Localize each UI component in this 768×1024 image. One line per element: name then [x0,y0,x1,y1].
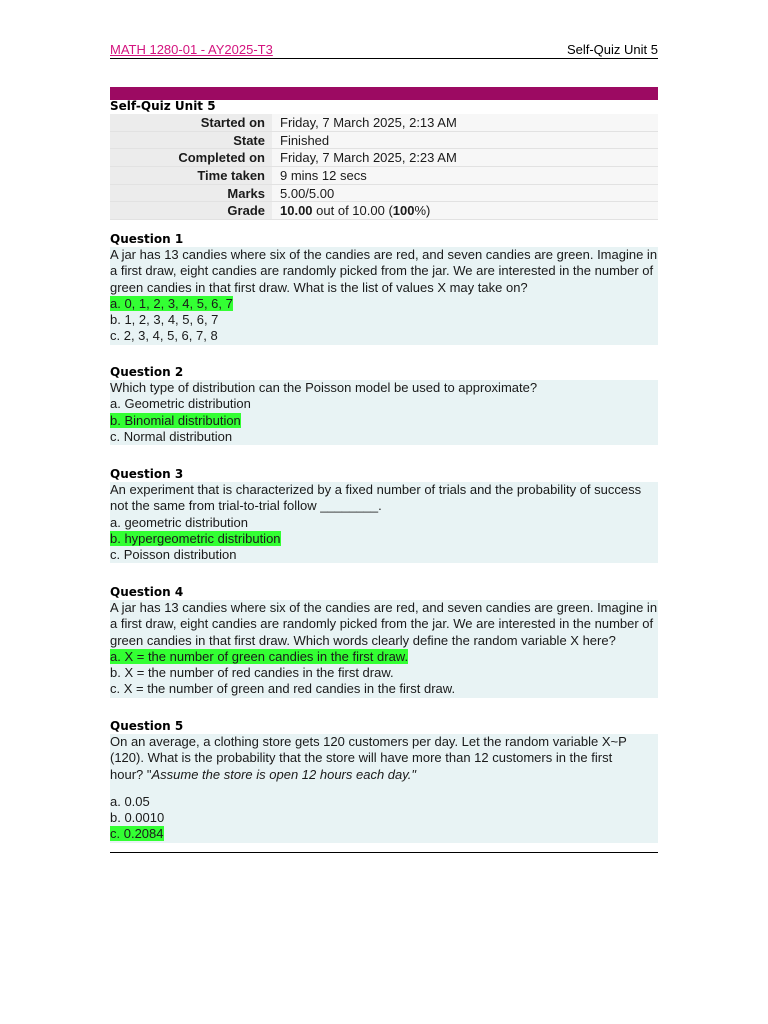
answer-option: c. Normal distribution [110,428,233,444]
question-text: Which type of distribution can the Poisson model be used to approximate? [110,380,538,395]
quiz-title: Self-Quiz Unit 5 [110,99,216,113]
answer-option: c. Poisson distribution [110,547,237,563]
question-2 [110,364,658,445]
question-4 [110,584,658,698]
page-header [110,41,658,59]
summary-row-grade [110,202,658,220]
question-body [110,600,658,698]
question-text: A jar has 13 candies where six of the candies are red, and seven candies are green. Imagine in a first draw, eight candies are randomly picked from the jar. We are interested in the number of green candies in that first draw. What is the list of values X may take on? [110,247,658,295]
question-body [110,380,658,445]
header-title: Self-Quiz Unit 5 [566,42,658,57]
question-body [110,247,658,345]
summary-value: 5.00/5.00 [272,184,658,202]
summary-row-time [110,167,658,185]
answer-option: c. X = the number of green and red candies in the first draw. [110,681,456,697]
answer-option [110,826,658,842]
selected-answer: c. 0.2084 [110,826,164,842]
answer-option: b. 1, 2, 3, 4, 5, 6, 7 [110,312,219,328]
question-heading: Question 4 [110,585,184,599]
summary-row-started [110,114,658,131]
question-text-italic: Assume the store is open 12 hours each day." [151,766,417,782]
summary-label: Marks [110,184,272,202]
bottom-divider [110,852,658,853]
summary-label: Grade [110,202,272,220]
answer-option: b. X = the number of red candies in the first draw. [110,665,394,681]
question-body [110,482,658,563]
grade-end: %) [414,203,431,219]
question-text: An experiment that is characterized by a fixed number of trials and the probability of success not the same from trial-to-trial follow ________. [110,482,642,514]
summary-value: 9 mins 12 secs [272,167,658,185]
grade-percent: 100 [392,203,415,219]
question-3 [110,466,658,563]
selected-answer: b. Binomial distribution [110,412,241,428]
question-text-line: On an average, a clothing store gets 120 customers per day. Let the random variable X~P [110,734,627,749]
answer-option: a. 0.05 [110,793,150,809]
summary-value: Finished [272,131,658,149]
question-text-start: hour? " [110,766,152,782]
summary-value: Friday, 7 March 2025, 2:23 AM [272,149,658,167]
question-heading: Question 2 [110,365,184,379]
summary-row-state [110,131,658,149]
attempt-summary-table [110,114,658,220]
answer-option [110,531,658,547]
grade-mid: out of 10.00 ( [312,203,393,219]
answer-option: a. geometric distribution [110,514,249,530]
summary-value [272,202,658,220]
answer-option [110,296,658,312]
summary-row-completed [110,149,658,167]
spacer [110,783,658,794]
answer-option: a. Geometric distribution [110,396,251,412]
summary-row-marks [110,184,658,202]
course-link[interactable]: MATH 1280-01 - AY2025-T3 [110,42,273,57]
selected-answer: b. hypergeometric distribution [110,530,281,546]
question-text-line [110,767,658,783]
answer-option [110,413,658,429]
answer-option: b. 0.0010 [110,810,165,826]
selected-answer: a. X = the number of green candies in the first draw. [110,648,409,664]
summary-label: State [110,131,272,149]
question-heading: Question 1 [110,232,184,246]
summary-label: Time taken [110,167,272,185]
answer-option [110,649,658,665]
grade-score: 10.00 [280,203,313,219]
question-body [110,734,658,843]
answer-option: c. 2, 3, 4, 5, 6, 7, 8 [110,328,218,344]
question-5 [110,718,658,843]
question-text: A jar has 13 candies where six of the candies are red, and seven candies are green. Imagine in a first draw, eight candies are randomly picked from the jar. We are interested in the number of green candies in that first draw. Which words clearly define the random variable X here? [110,600,658,648]
summary-value: Friday, 7 March 2025, 2:13 AM [272,114,658,131]
selected-answer: a. 0, 1, 2, 3, 4, 5, 6, 7 [110,295,233,311]
summary-label: Started on [110,114,272,131]
summary-label: Completed on [110,149,272,167]
question-heading: Question 5 [110,719,184,733]
question-1 [110,231,658,345]
question-heading: Question 3 [110,467,184,481]
question-text-line: (120). What is the probability that the store will have more than 12 customers in the first [110,750,613,766]
